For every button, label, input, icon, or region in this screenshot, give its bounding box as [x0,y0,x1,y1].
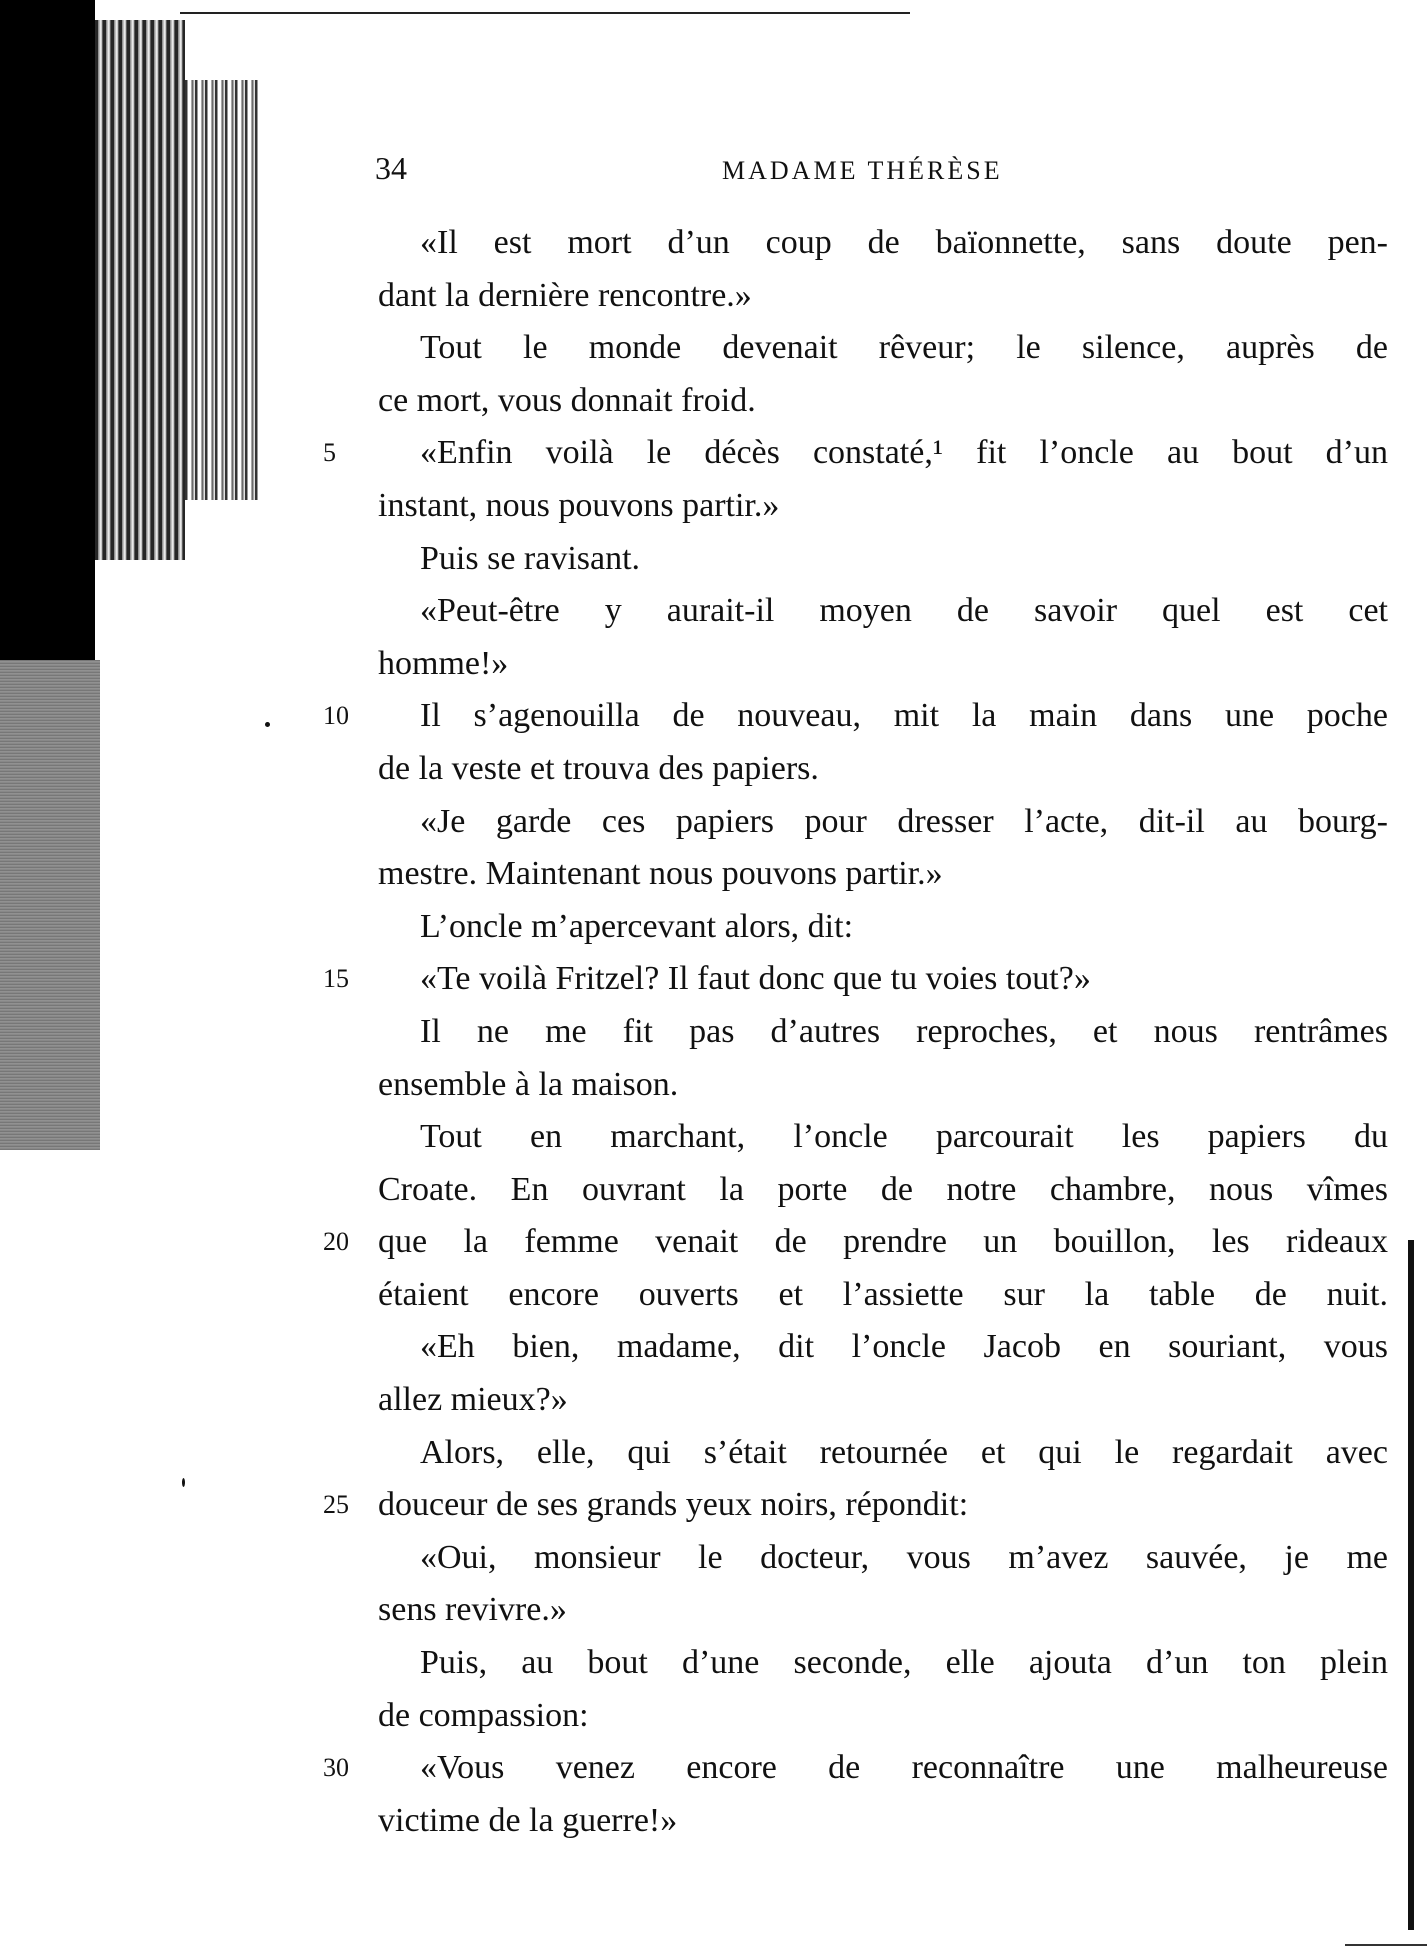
running-title: MADAME THÉRÈSE [722,156,1003,185]
scan-edge-streaks-light [185,80,260,500]
text-line [378,638,1388,691]
line-text: que la femme venait de prendre un bouillon, les rideaux [378,1223,1388,1261]
line-text: «Vous venez encore de reconnaître une malheureuse [420,1749,1388,1787]
scan-top-rule [180,12,910,14]
scan-bottom-rule [1345,1944,1427,1946]
line-text: mestre. Maintenant nous pouvons partir.» [378,855,943,893]
line-text: «Eh bien, madame, dit l’oncle Jacob en souriant, vous [420,1328,1388,1366]
line-text: Tout le monde devenait rêveur; le silence, auprès de [420,329,1388,367]
line-text: étaient encore ouverts et l’assiette sur la table de nuit. [378,1275,1388,1313]
line-text: Puis se ravisant. [420,539,641,577]
page-number: 34 [375,150,407,186]
line-number: 15 [323,964,349,994]
text-line [378,1427,1388,1480]
text-line [378,901,1388,954]
text-line [323,953,1388,1006]
line-text: douceur de ses grands yeux noirs, répondit: [378,1486,969,1524]
line-text: Puis, au bout d’une seconde, elle ajouta d’un ton plein [420,1644,1388,1682]
text-line [323,1479,1388,1532]
line-text: L’oncle m’apercevant alors, dit: [420,907,854,945]
line-text: allez mieux?» [378,1381,568,1419]
text-line [378,796,1388,849]
text-line [378,1374,1388,1427]
text-line [378,743,1388,796]
text-line [378,1006,1388,1059]
scan-gray-edge [0,660,100,1150]
line-text: «Oui, monsieur le docteur, vous m’avez sauvée, je me [420,1538,1388,1576]
line-number: 5 [323,438,336,468]
text-line [378,217,1388,270]
line-text: ce mort, vous donnait froid. [378,381,756,419]
text-line [378,270,1388,323]
line-text: «Je garde ces papiers pour dresser l’acte, dit-il au bourg- [420,802,1388,840]
text-line [378,848,1388,901]
line-number: 30 [323,1753,349,1783]
text-line [378,1059,1388,1112]
line-text: ensemble à la maison. [378,1065,679,1103]
line-text: de compassion: [378,1696,589,1734]
scan-right-edge [1408,1240,1414,1930]
scan-speck [265,722,270,727]
line-number: 25 [323,1490,349,1520]
line-text: homme!» [378,644,509,682]
text-line [378,322,1388,375]
text-line [378,1690,1388,1743]
text-line [378,1637,1388,1690]
line-text: «Enfin voilà le décès constaté,¹ fit l’oncle au bout d’un [420,434,1388,472]
line-text: dant la dernière rencontre.» [378,276,752,314]
text-line [378,1164,1388,1217]
line-text: «Peut-être y aurait-il moyen de savoir quel est cet [420,592,1388,630]
text-line [378,1269,1388,1322]
text-line [323,1216,1388,1269]
line-text: victime de la guerre!» [378,1801,678,1839]
line-text: Il ne me fit pas d’autres reproches, et nous rentrâmes [420,1012,1388,1050]
line-text: «Te voilà Fritzel? Il faut donc que tu voies tout?» [420,960,1091,998]
text-line [378,375,1388,428]
text-line [378,480,1388,533]
scan-dark-edge [0,0,95,660]
line-number: 20 [323,1227,349,1257]
line-text: Alors, elle, qui s’était retournée et qui le regardait avec [420,1433,1388,1471]
line-text: sens revivre.» [378,1591,567,1629]
line-text: Il s’agenouilla de nouveau, mit la main dans une poche [420,697,1388,735]
line-text: de la veste et trouva des papiers. [378,749,819,787]
running-head [0,150,1427,200]
text-line [378,585,1388,638]
line-text: Tout en marchant, l’oncle parcourait les papiers du [420,1118,1388,1156]
text-line [323,427,1388,480]
text-line [378,1321,1388,1374]
line-text: «Il est mort d’un coup de baïonnette, sans doute pen- [420,224,1388,261]
text-line [378,533,1388,586]
line-text: instant, nous pouvons partir.» [378,486,780,524]
text-line [378,1532,1388,1585]
line-text: Croate. En ouvrant la porte de notre chambre, nous vîmes [378,1170,1388,1208]
body-text [323,217,1388,1847]
text-line [378,1584,1388,1637]
line-number: 10 [323,701,349,731]
text-line [323,1742,1388,1795]
scan-edge-streaks [95,20,185,560]
scan-speck [182,1478,185,1487]
text-line [323,690,1388,743]
text-line [378,1111,1388,1164]
text-line [378,1795,1388,1848]
